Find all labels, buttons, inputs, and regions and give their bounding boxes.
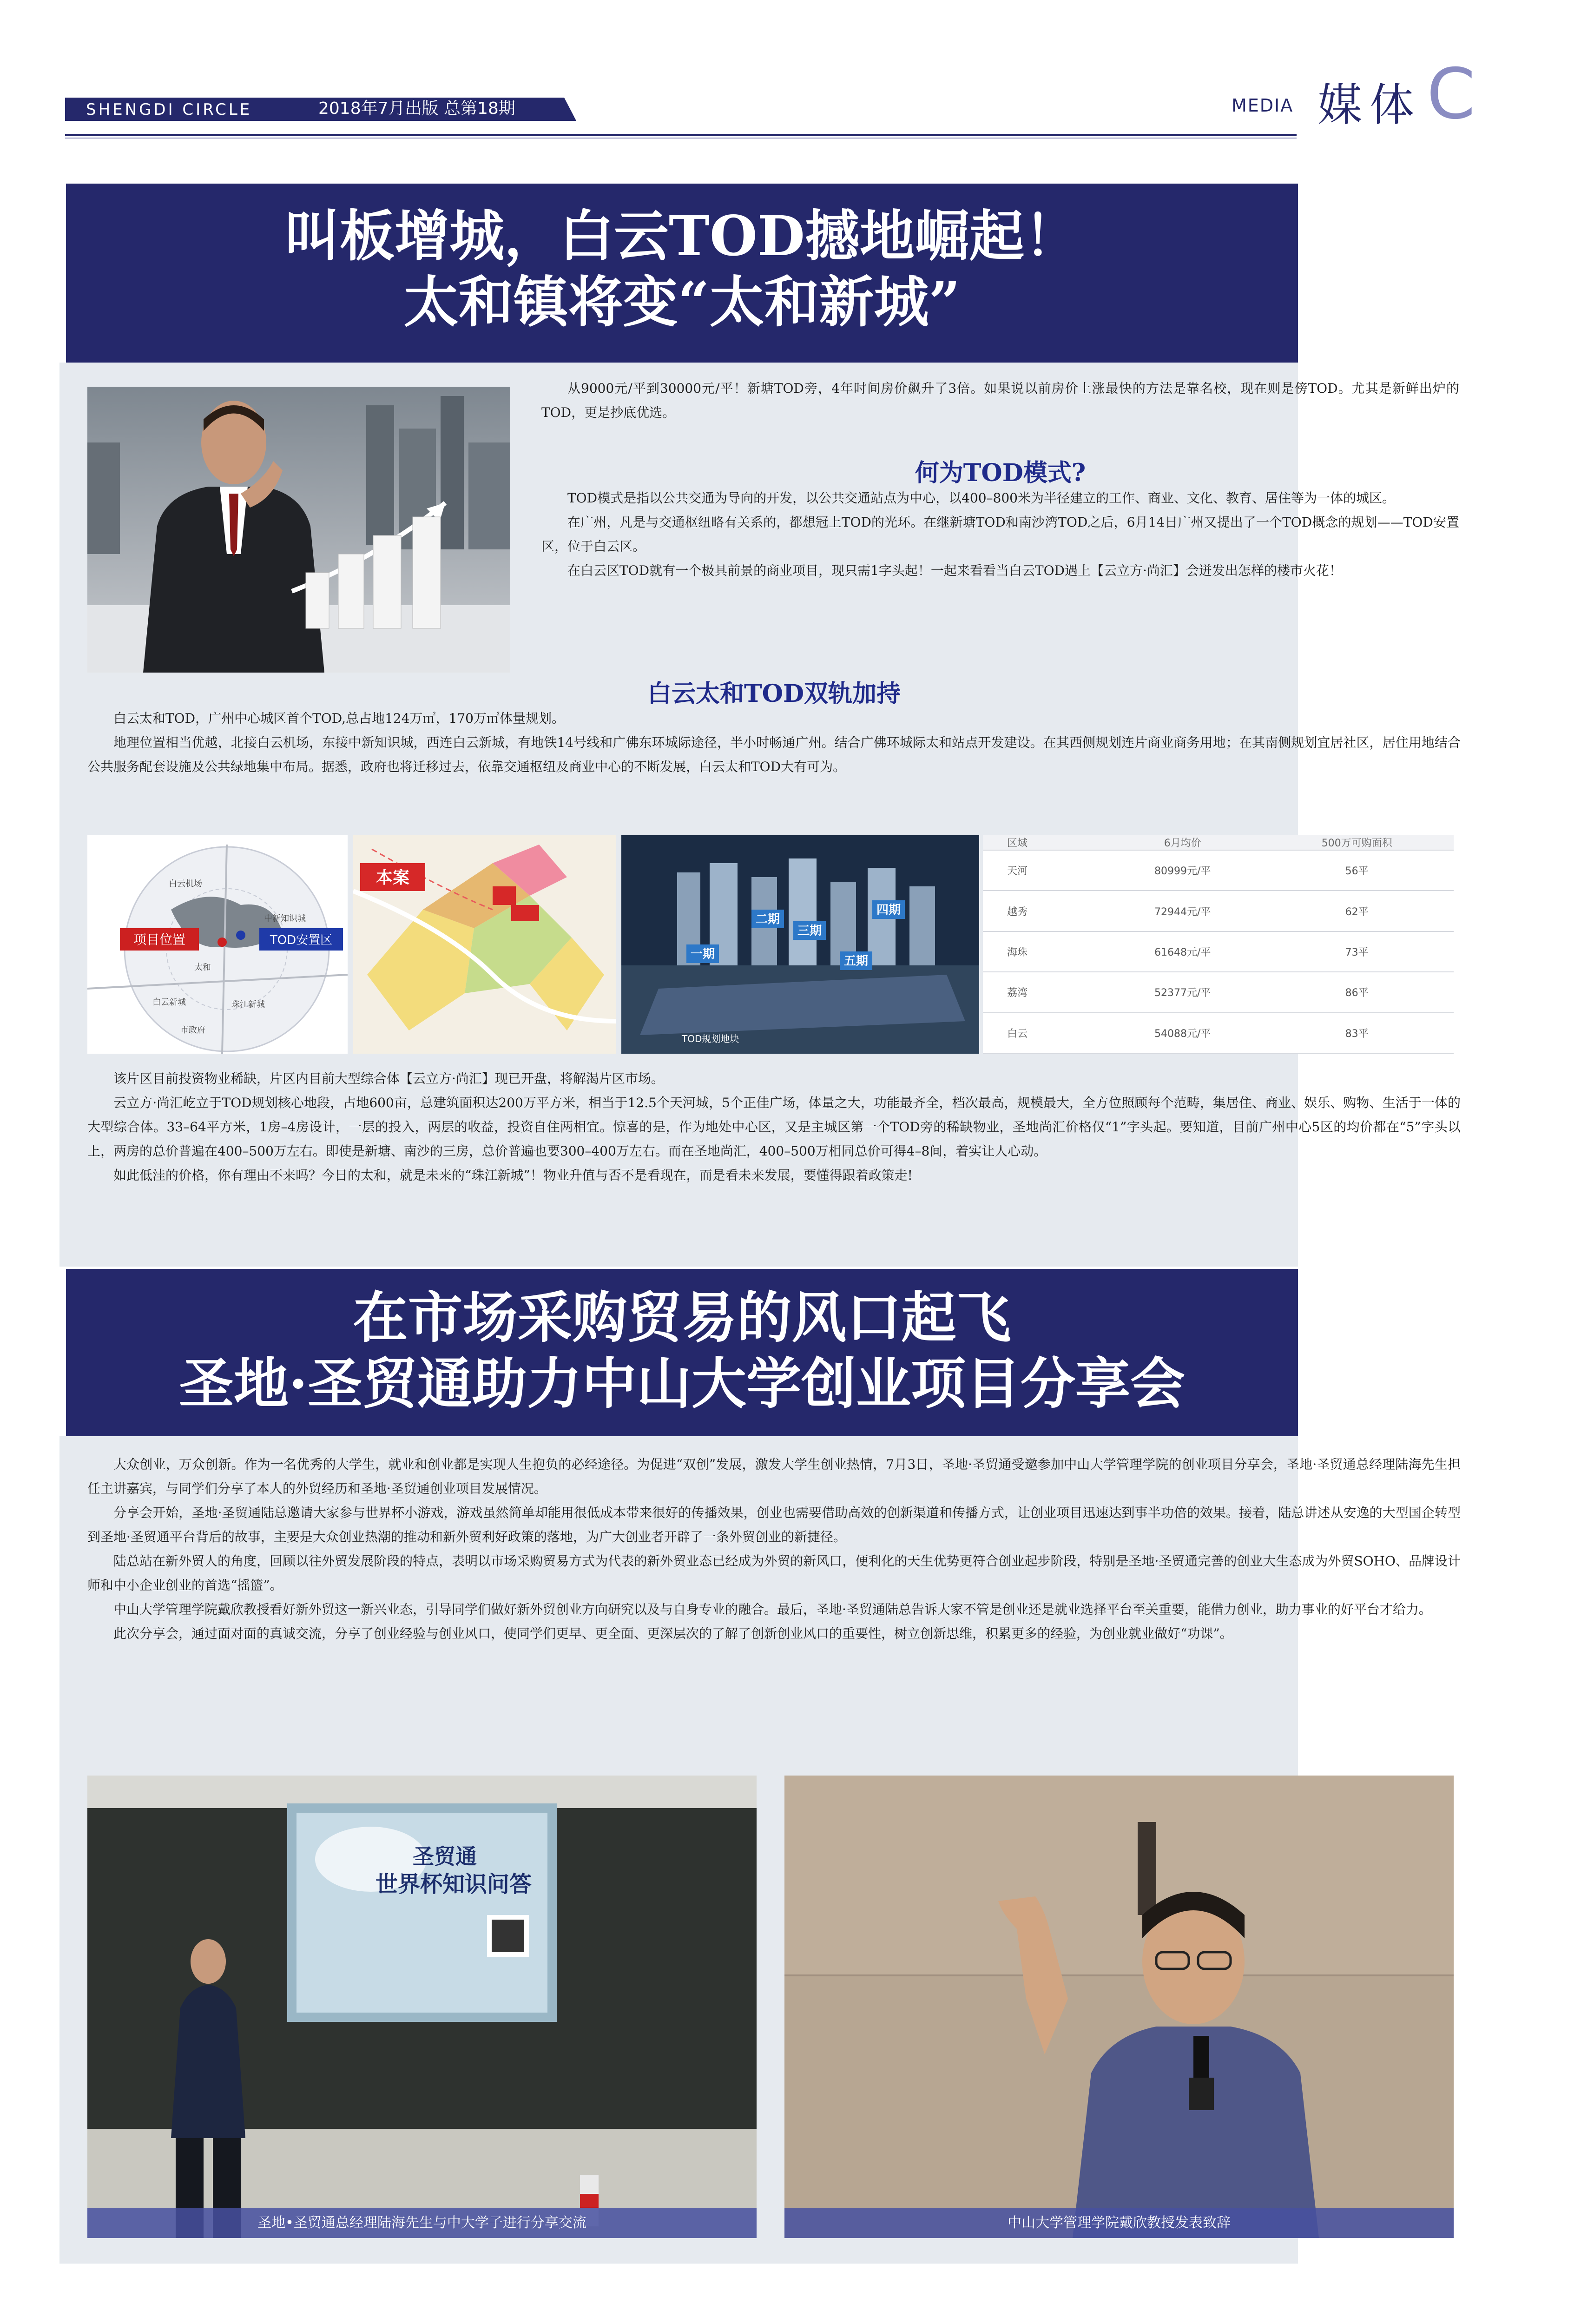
price-table-cell: 54088元/平 bbox=[1105, 1013, 1260, 1053]
price-table-cell: 86平 bbox=[1260, 972, 1454, 1012]
price-table-cell: 52377元/平 bbox=[1105, 972, 1260, 1012]
article2-title-line2: 圣地·圣贸通助力中山大学创业项目分享会 bbox=[178, 1351, 1186, 1416]
article1-intro-paragraph: 从9000元/平到30000元/平！新塘TOD旁，4年时间房价飙升了3倍。如果说以前房价上涨最快的方法是靠名校，现在则是傍TOD。尤其是新鲜出炉的TOD，更是抄底优选。 bbox=[541, 381, 1459, 420]
map-label-knowledge: 中新知识城 bbox=[264, 914, 306, 924]
article2-title bbox=[59, 1269, 1298, 1436]
article1-intro bbox=[541, 376, 1459, 425]
zoning-map bbox=[353, 835, 616, 1054]
screen-title-line2: 世界杯知识问答 bbox=[375, 1871, 532, 1897]
price-table-cell: 83平 bbox=[1260, 1013, 1454, 1053]
map-label-yunshan: 太和 bbox=[194, 963, 211, 972]
article1-tod-body bbox=[541, 486, 1459, 583]
price-table-cell: 73平 bbox=[1260, 931, 1454, 972]
price-table-cell: 天河 bbox=[983, 850, 1105, 891]
header-rule bbox=[65, 134, 1297, 136]
article1-paragraph-6: 该片区目前投资物业稀缺，片区内目前大型综合体【云立方·尚汇】现已开盘，将解渴片区市场。 bbox=[113, 1071, 664, 1086]
price-table-cell: 72944元/平 bbox=[1105, 891, 1260, 931]
publication-name: SHENGDI CIRCLE bbox=[86, 100, 252, 119]
article2-paragraph-1: 大众创业，万众创新。作为一名优秀的大学生，就业和创业都是实现人生抱负的必经途径。为促进“双创”发展，激发大学生创业热情，7月3日，圣地·圣贸通受邀参加中山大学管理学院的创业项目分享会，圣地·圣贸通总经理陆海先生担任主讲嘉宾，与同学们分享了本人的外贸经历和圣地·圣贸通创业项目发展情况。 bbox=[87, 1457, 1461, 1496]
map-label-tod: TOD安置区 bbox=[270, 933, 333, 947]
article2-paragraph-5: 此次分享会，通过面对面的真诚交流，分享了创业经验与创业风口，使同学们更早、更全面、更深层次的了解了创新创业风口的重要性，树立创新思维，积累更多的经验，为创业就业做好“功课”。 bbox=[113, 1626, 1233, 1641]
article1-paragraph-3: 在白云区TOD就有一个极具前景的商业项目，现只需1字头起！一起来看看当白云TOD遇上【云立方·尚汇】会迸发出怎样的楼市火花！ bbox=[567, 563, 1342, 578]
businessman-chart-photo bbox=[87, 387, 510, 673]
article1-paragraph-1: TOD模式是指以公共交通为导向的开发，以公共交通站点为中心，以400–800米为半径建立的工作、商业、文化、教育、居住等为一体的城区。 bbox=[567, 490, 1395, 506]
price-table bbox=[983, 835, 1454, 1054]
price-table-cell: 56平 bbox=[1260, 850, 1454, 891]
section-label-cn: 媒体 bbox=[1318, 79, 1422, 131]
article2-paragraph-3: 陆总站在新外贸人的角度，回顾以往外贸发展阶段的特点，表明以市场采购贸易方式为代表的新外贸业态已经成为外贸的新风口，便利化的天生优势更符合创业起步阶段，特别是圣地·圣贸通完善的创业大生态成为外贸SOHO、品牌设计师和中小企业创业的首选“摇篮”。 bbox=[87, 1553, 1461, 1593]
article2-paragraph-2: 分享会开始，圣地·圣贸通陆总邀请大家参与世界杯小游戏，游戏虽然简单却能用很低成本带来很好的传播效果，创业也需要借助高效的创新渠道和传播方式，让创业项目迅速达到事半功倍的效果。接着，陆总讲述从安逸的大型国企转型到圣地·圣贸通平台背后的故事，主要是大众创业热潮的推动和新外贸利好政策的落地，为广大创业者开辟了一条外贸创业的新捷径。 bbox=[87, 1505, 1461, 1545]
price-table-row bbox=[983, 1013, 1454, 1053]
article1-subhead-dual-rail: 白云太和TOD双轨加持 bbox=[647, 680, 901, 708]
phase-label-3: 三期 bbox=[797, 924, 822, 938]
article1-paragraph-4: 白云太和TOD，广州中心城区首个TOD,总占地124万㎡，170万㎡体量规划。 bbox=[113, 711, 565, 726]
section-label-en: MEDIA bbox=[1232, 95, 1294, 116]
map-label-zhujiang: 珠江新城 bbox=[231, 1000, 265, 1010]
issue-info: 2018年7月出版 总第18期 bbox=[318, 99, 515, 118]
professor-photo bbox=[784, 1776, 1454, 2238]
price-table-cell: 80999元/平 bbox=[1105, 850, 1260, 891]
article1-title bbox=[59, 184, 1298, 363]
header-rule-thin bbox=[65, 138, 1297, 139]
map-label-airport: 白云机场 bbox=[169, 879, 202, 889]
article2-title-line1: 在市场采购贸易的风口起飞 bbox=[353, 1285, 1011, 1350]
price-table-row bbox=[983, 850, 1454, 891]
article1-paragraph-8: 如此低洼的价格，你有理由不来吗？今日的太和，就是未来的“珠江新城”！物业升值与否不是看现在，而是看未来发展，要懂得跟着政策走! bbox=[113, 1168, 913, 1183]
price-table-cell: 61648元/平 bbox=[1105, 931, 1260, 972]
price-table-header-cell: 区域 bbox=[983, 835, 1105, 850]
article1-paragraph-5: 地理位置相当优越，北接白云机场，东接中新知识城，西连白云新城，有地铁14号线和广佛东环城际途径，半小时畅通广州。结合广佛环城际太和站点开发建设。在其西侧规划连片商业商务用地；在其南侧规划宜居社区，居住用地结合公共服务配套设施及公共绿地集中布局。据悉，政府也将迁移过去，依靠交通枢纽及商业中心的不断发展，白云太和TOD大有可为。 bbox=[87, 735, 1461, 774]
price-table-row bbox=[983, 972, 1454, 1012]
article1-paragraph-2: 在广州，凡是与交通枢纽略有关系的，都想冠上TOD的光环。在继新塘TOD和南沙湾TOD之后，6月14日广州又提出了一个TOD概念的规划——TOD安置区，位于白云区。 bbox=[541, 515, 1459, 554]
price-table-cell: 白云 bbox=[983, 1013, 1105, 1053]
lecture-photo bbox=[87, 1776, 757, 2238]
development-rendering bbox=[621, 835, 979, 1054]
article2-body bbox=[87, 1452, 1461, 1646]
header-bar-tail bbox=[558, 98, 576, 121]
price-table-header-cell: 500万可购面积 bbox=[1260, 835, 1454, 850]
price-table-cell: 越秀 bbox=[983, 891, 1105, 931]
price-table-header-cell: 6月均价 bbox=[1105, 835, 1260, 850]
article1-subhead-tod: 何为TOD模式? bbox=[915, 459, 1086, 487]
article1-closing-body bbox=[87, 1067, 1461, 1188]
article2-paragraph-4: 中山大学管理学院戴欣教授看好新外贸这一新兴业态，引导同学们做好新外贸创业方向研究以及与自身专业的融合。最后，圣地·圣贸通陆总告诉大家不管是创业还是就业选择平台至关重要，能借力创业，助力事业的好平台才给力。 bbox=[113, 1602, 1432, 1617]
article1-dual-rail-body bbox=[87, 706, 1461, 779]
phase-label-4: 四期 bbox=[876, 903, 901, 917]
professor-photo-caption: 中山大学管理学院戴欣教授发表致辞 bbox=[784, 2208, 1454, 2238]
phase-label-1: 一期 bbox=[690, 947, 715, 961]
article1-title-line2: 太和镇将变“太和新城” bbox=[403, 270, 961, 334]
article1-title-line1: 叫板增城，白云TOD撼地崛起！ bbox=[285, 204, 1079, 268]
render-caption: TOD规划地块 bbox=[682, 1033, 739, 1044]
screen-title-line1: 圣贸通 bbox=[413, 1844, 477, 1869]
article1-paragraph-7: 云立方·尚汇屹立于TOD规划核心地段，占地600亩，总建筑面积达200万平方米，相当于12.5个天河城，5个正佳广场，体量之大，功能最齐全，档次最高，规模最大，全方位照顾每个范畴，集居住、商业、娱乐、购物、生活于一体的大型综合体。33–64平方米，1房–4房设计，一层的投入，两层的收益，投资自住两相宜。惊喜的是，作为地处中心区，又是主城区第一个TOD旁的稀缺物业，圣地尚汇价格仅“1”字头起。要知道，目前广州中心5区的均价都在“5”字头以上，两房的总价普遍在400–500万左右。即使是新塘、南沙的三房，总价普遍也要300–400万左右。而在圣地尚汇，400–500万相同总价可得4–8间，着实让人心动。 bbox=[87, 1095, 1461, 1159]
price-table-row bbox=[983, 931, 1454, 972]
map-label-city: 市政府 bbox=[180, 1025, 205, 1035]
map-label-project: 项目位置 bbox=[133, 932, 186, 947]
phase-label-2: 二期 bbox=[755, 912, 780, 926]
location-map bbox=[87, 835, 348, 1054]
section-letter: C bbox=[1427, 54, 1476, 135]
price-table-row bbox=[983, 891, 1454, 931]
lecture-photo-caption: 圣地•圣贸通总经理陆海先生与中大学子进行分享交流 bbox=[87, 2208, 757, 2238]
phase-label-5: 五期 bbox=[843, 954, 869, 968]
map-label-baiyun-new: 白云新城 bbox=[152, 997, 186, 1007]
price-table-cell: 海珠 bbox=[983, 931, 1105, 972]
price-table-header bbox=[983, 835, 1454, 850]
price-table-cell: 荔湾 bbox=[983, 972, 1105, 1012]
zoning-map-label: 本案 bbox=[375, 868, 410, 887]
price-table-cell: 62平 bbox=[1260, 891, 1454, 931]
